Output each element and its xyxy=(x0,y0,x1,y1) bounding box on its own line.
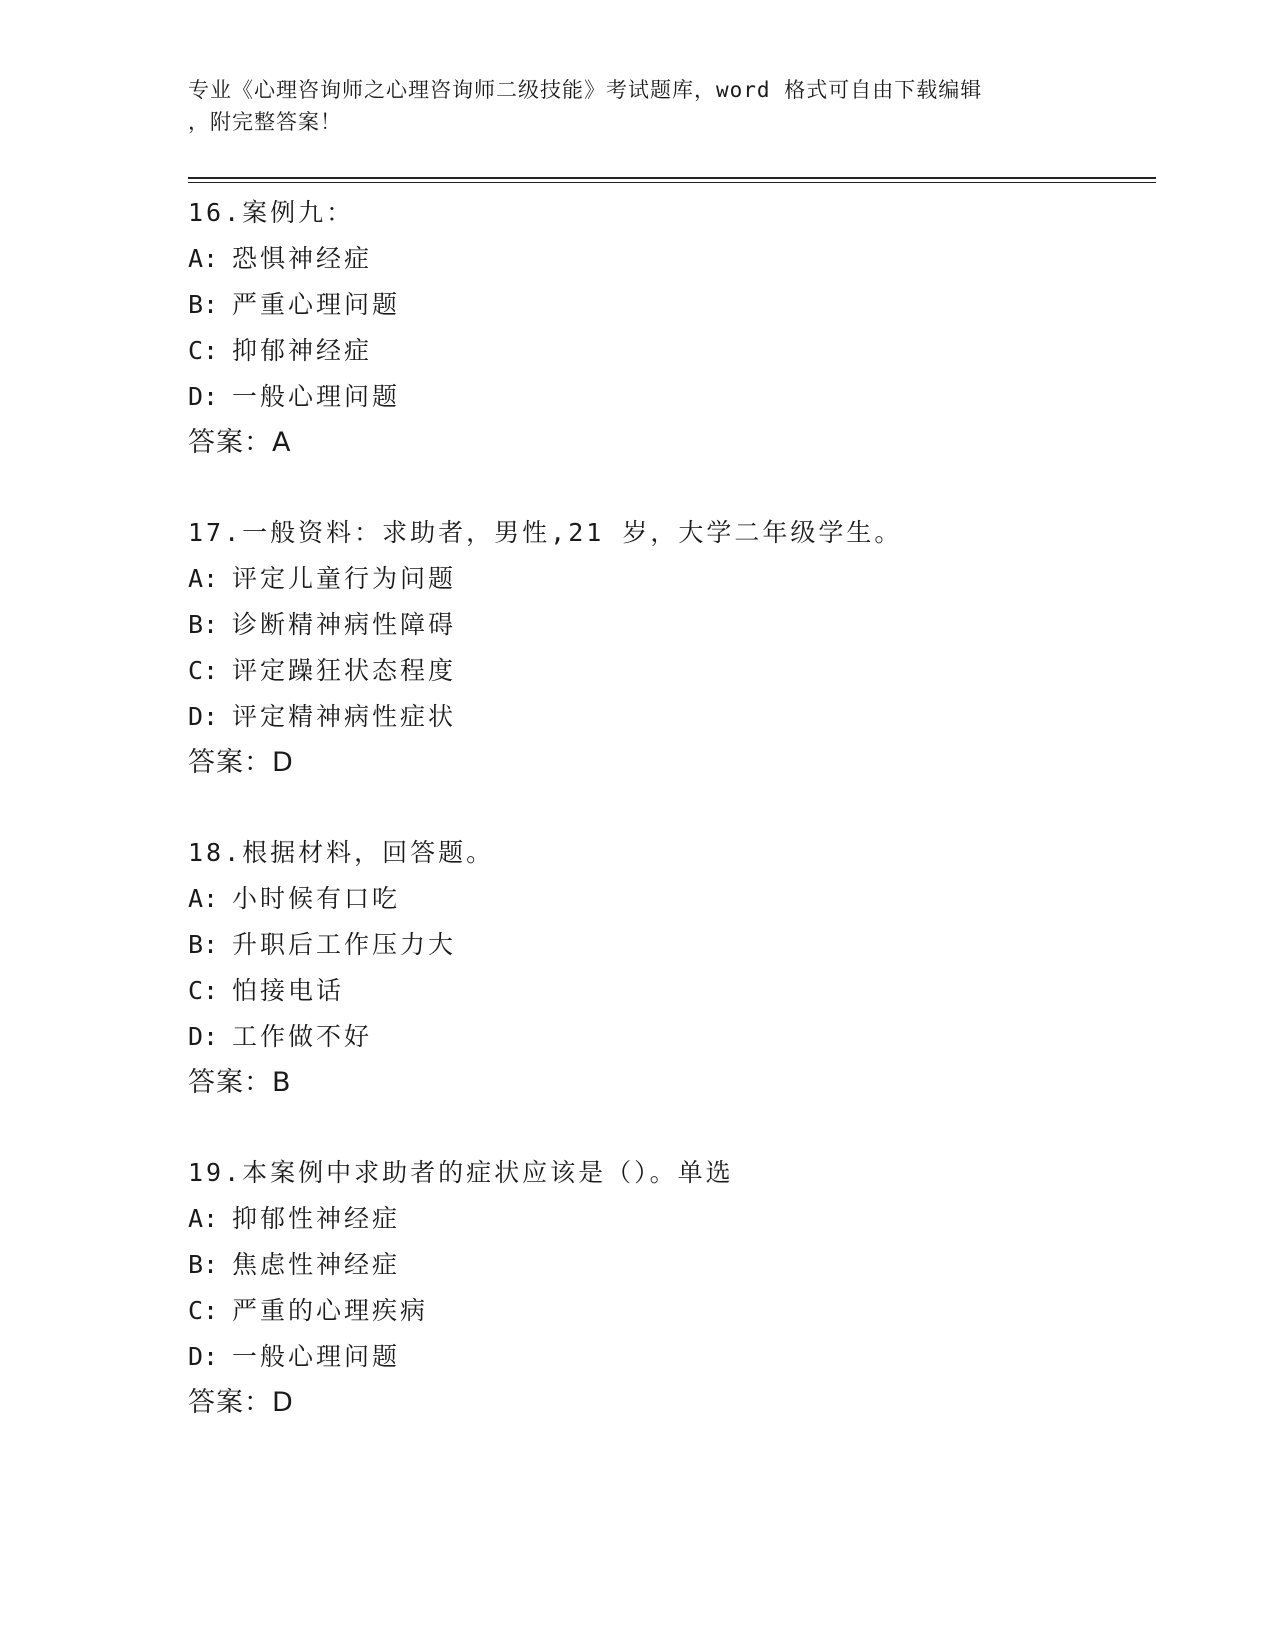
option-text: 评定精神病性症状 xyxy=(232,702,457,731)
question-list xyxy=(188,190,1148,1470)
option-text: 恐惧神经症 xyxy=(232,244,373,273)
header-divider-thin xyxy=(188,182,1156,183)
answer: 答案：D xyxy=(188,1387,294,1418)
option-letter: A: xyxy=(188,884,219,913)
option-b xyxy=(188,282,1148,328)
option-letter: D: xyxy=(188,702,219,731)
option-a xyxy=(188,876,1148,922)
option-letter: D: xyxy=(188,1022,219,1051)
option-letter: A: xyxy=(188,564,219,593)
question-stem: 16.案例九： xyxy=(188,198,355,227)
option-letter: C: xyxy=(188,336,219,365)
option-letter: C: xyxy=(188,656,219,685)
option-text: 严重心理问题 xyxy=(232,290,401,319)
answer: 答案：D xyxy=(188,747,294,778)
question-stem: 18.根据材料，回答题。 xyxy=(188,838,495,867)
option-c xyxy=(188,648,1148,694)
option-letter: C: xyxy=(188,976,219,1005)
option-d xyxy=(188,1334,1148,1380)
question-stem: 17.一般资料：求助者，男性,21 岁，大学二年级学生。 xyxy=(188,518,903,547)
option-d xyxy=(188,1014,1148,1060)
question-18 xyxy=(188,830,1148,1106)
option-text: 升职后工作压力大 xyxy=(232,930,457,959)
option-letter: B: xyxy=(188,1250,219,1279)
option-letter: B: xyxy=(188,930,219,959)
option-letter: B: xyxy=(188,290,219,319)
option-d xyxy=(188,374,1148,420)
option-text: 严重的心理疾病 xyxy=(232,1296,429,1325)
option-letter: D: xyxy=(188,382,219,411)
option-text: 抑郁性神经症 xyxy=(232,1204,401,1233)
option-text: 工作做不好 xyxy=(232,1022,373,1051)
question-16 xyxy=(188,190,1148,466)
header-divider-thick xyxy=(188,177,1156,179)
question-17 xyxy=(188,510,1148,786)
option-c xyxy=(188,1288,1148,1334)
answer: 答案：B xyxy=(188,1067,292,1098)
option-text: 评定躁狂状态程度 xyxy=(232,656,457,685)
option-b xyxy=(188,602,1148,648)
option-c xyxy=(188,968,1148,1014)
header-line-1: 专业《心理咨询师之心理咨询师二级技能》考试题库，word 格式可自由下载编辑 xyxy=(188,78,983,102)
option-a xyxy=(188,236,1148,282)
document-header xyxy=(188,74,1088,138)
option-c xyxy=(188,328,1148,374)
option-letter: C: xyxy=(188,1296,219,1325)
option-text: 抑郁神经症 xyxy=(232,336,373,365)
option-b xyxy=(188,1242,1148,1288)
option-d xyxy=(188,694,1148,740)
option-letter: B: xyxy=(188,610,219,639)
option-a xyxy=(188,556,1148,602)
option-text: 一般心理问题 xyxy=(232,1342,401,1371)
option-b xyxy=(188,922,1148,968)
option-letter: A: xyxy=(188,244,219,273)
option-text: 一般心理问题 xyxy=(232,382,401,411)
question-19 xyxy=(188,1150,1148,1426)
question-stem: 19.本案例中求助者的症状应该是（）。单选 xyxy=(188,1158,734,1187)
option-text: 怕接电话 xyxy=(232,976,345,1005)
option-a xyxy=(188,1196,1148,1242)
option-letter: D: xyxy=(188,1342,219,1371)
option-text: 小时候有口吃 xyxy=(232,884,401,913)
header-line-2: ，附完整答案！ xyxy=(188,110,342,134)
option-text: 焦虑性神经症 xyxy=(232,1250,401,1279)
option-letter: A: xyxy=(188,1204,219,1233)
option-text: 评定儿童行为问题 xyxy=(232,564,457,593)
answer: 答案：A xyxy=(188,427,292,458)
option-text: 诊断精神病性障碍 xyxy=(232,610,457,639)
